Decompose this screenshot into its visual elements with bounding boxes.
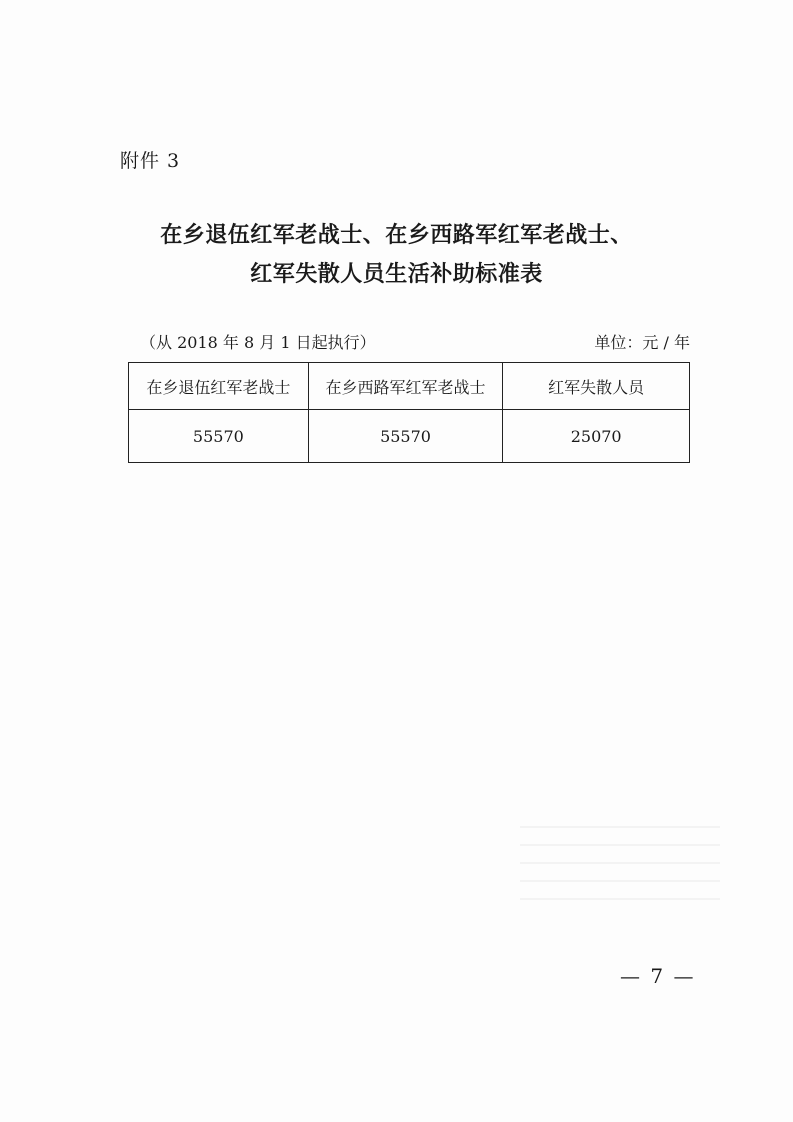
- document-title-line-1: 在乡退伍红军老战士、在乡西路军红军老战士、: [160, 222, 633, 248]
- document-title-line-2: 红军失散人员生活补助标准表: [250, 261, 543, 287]
- unit-note: 单位：元 / 年: [594, 333, 690, 352]
- table-header-cell: 在乡退伍红军老战士: [129, 363, 309, 410]
- subsidy-standard-table: [128, 362, 690, 463]
- table-header-cell: 在乡西路军红军老战士: [308, 363, 503, 410]
- table-cell: 25070: [503, 410, 690, 463]
- page-number: — 7 —: [620, 964, 696, 988]
- table-header-cell: 红军失散人员: [503, 363, 690, 410]
- attachment-label: 附件 3: [120, 150, 181, 172]
- table-header-row: [129, 363, 690, 410]
- effective-date-note: （从 2018 年 8 月 1 日起执行）: [140, 333, 376, 352]
- table-row: [129, 410, 690, 463]
- table-cell: 55570: [308, 410, 503, 463]
- table-cell: 55570: [129, 410, 309, 463]
- bleed-through-text: [520, 820, 720, 900]
